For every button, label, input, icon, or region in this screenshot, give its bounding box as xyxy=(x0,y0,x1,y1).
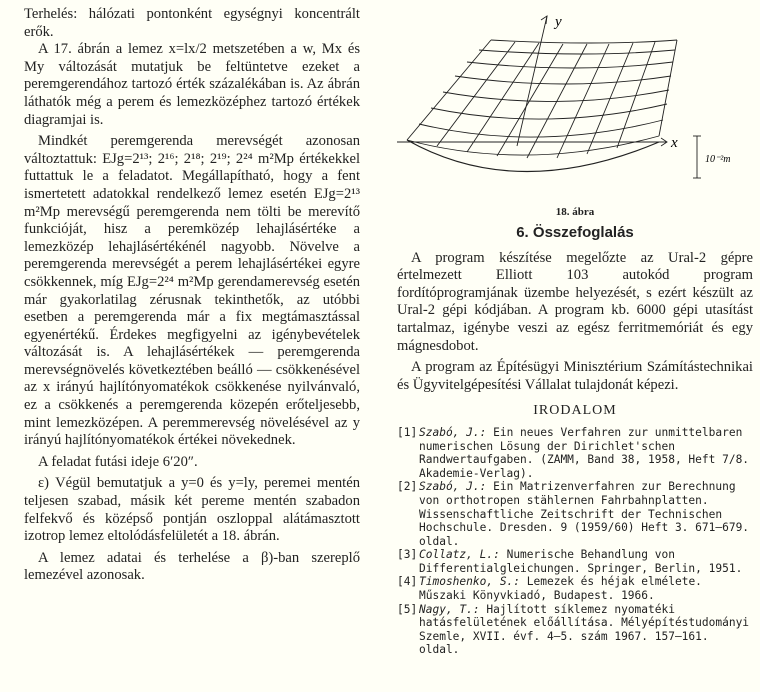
reference-number: [5] xyxy=(397,602,418,616)
reference-item xyxy=(397,575,753,602)
y-axis-line xyxy=(517,16,547,146)
paragraph: A program az Építésügyi Minisztérium Számítástechnikai és Ügyvitelgépesítési Vállalat tulajdonát képezi. xyxy=(397,359,753,393)
paragraph: A 17. ábrán a lemez x=lx/2 metszetében a w, Mx és My változását mutatjuk be feltüntetve ezeket a peremgerendához tartozó érték százalékában is. Az ábrán láthatók még a perem és lemezközéphez tartozó értékek diagramjai is. xyxy=(24,41,360,128)
reference-text: Lemezek és héjak elmélete. Műszaki Könyvkiadó, Budapest. 1966. xyxy=(419,575,702,603)
reference-text: Numerische Behandlung von Differentialgleichungen. Springer, Berlin, 1951. xyxy=(419,548,743,575)
reference-author: Szabó, J.: xyxy=(419,480,487,494)
x-axis-label: x xyxy=(671,135,678,151)
reference-author: Timoshenko, S.: xyxy=(419,575,521,589)
reference-item xyxy=(397,548,753,575)
y-axis-label: y xyxy=(555,14,562,30)
paragraph: A lemez adatai és terhelése a β)-ban szereplő lemezével azonosak. xyxy=(24,549,360,584)
reference-author: Nagy, T.: xyxy=(419,602,480,616)
paragraph: A program készítése megelőzte az Ural-2 gépre értelmezett Elliott 103 autokód program fordítóprogramjának üzembe helyezését, s ezért készült az Ural-2 gépi kódjában. A program kb. 6000 gépi utasítást tartalmaz, igénybe veszi az egész ferritmemóriát és egy mágnesdobot. xyxy=(397,249,753,354)
paragraph: Terhelés: hálózati pontonként egységnyi koncentrált erők. xyxy=(24,6,360,40)
left-column xyxy=(24,6,360,585)
references-title: IRODALOM xyxy=(533,403,617,419)
paragraph: Mindkét peremgerenda merevségét azonosan változtattuk: EJg=2¹³; 2¹⁶; 2¹⁸; 2¹⁹; 2²⁴ m²Mp értékekkel futtattuk le a feladatot. Megállapítható, hogy a fent ismertetett adatokkal rendelkező lemez esetén EJg=2¹³ m²Mp merevségű peremgerenda nem tölti be merevítő funkcióját, hisz a peremközép lehajlásértéke a lemezközép lehajlásértékénél nagyobb. Növelve a peremgerenda merevségét a perem lehajlásértékei egyre csökkennek, míg EJg=2²⁴ m²Mp gerendamerevség esetén már gyakorlatilag zérusnak tekinthetők, az utóbbi esetben a peremgerenda már a fix megtámasztással egyenértékű. Érdekes megfigyelni az igénybevételek változását is. A lehajlásértékek — peremgerenda merevségnövelés következtében beálló — csökkenésével az x irányú hajlítónyomatékok csökkenése nyilvánvaló, ez a csökkenés a peremgerenda közepén erőteljesebb, mint lemezközépen. A peremmerevség növelésével az y irányú hajlítónyomatékok értékei növekednek. xyxy=(24,133,360,449)
reference-number: [3] xyxy=(397,548,418,562)
scale-label: 10⁻²m xyxy=(705,154,731,165)
references-list xyxy=(397,426,753,657)
paragraph: A feladat futási ideje 6′20″. xyxy=(38,453,198,470)
figure-18 xyxy=(397,6,753,202)
surface-plot xyxy=(397,6,753,202)
figure-caption: 18. ábra xyxy=(555,206,595,218)
paragraph: ε) Végül bemutatjuk a y=0 és y=ly, peremei mentén teljesen szabad, másik két pereme mentén szabadon felfekvő és középső pontján oszloppal alátámasztott izotrop lemez eltolódásfelületét a 18. ábrán. xyxy=(24,475,360,545)
reference-number: [2] xyxy=(397,480,418,494)
y-axis-arrow xyxy=(541,16,547,24)
reference-number: [1] xyxy=(397,425,418,439)
reference-text: Hajlított síklemez nyomatéki hatásfelületének előállítása. Mélyépítéstudományi Szemle, XVII. évf. 4—5. szám 1967. 157—161. oldal. xyxy=(419,602,750,657)
reference-item xyxy=(397,426,753,480)
reference-text: Ein neues Verfahren zur unmittelbaren numerischen Lösung der Dirichlet'schen Randwertaufgaben. (ZAMM, Band 38, 1958, Heft 7/8. Akademie-Verlag). xyxy=(419,425,750,480)
reference-item xyxy=(397,603,753,657)
right-column xyxy=(397,6,753,657)
reference-item xyxy=(397,480,753,548)
reference-author: Collatz, L.: xyxy=(419,548,500,562)
reference-text: Ein Matrizenverfahren zur Berechnung von orthotropen stählernen Fahrbahnplatten. Wissenschaftliche Zeitschrift der Technischen Hochschule. Dresden. 9 (1959/60) Heft 3. 671—679. oldal. xyxy=(419,480,750,548)
reference-author: Szabó, J.: xyxy=(419,425,487,439)
reference-number: [4] xyxy=(397,575,418,589)
section-title: 6. Összefoglalás xyxy=(516,224,634,241)
